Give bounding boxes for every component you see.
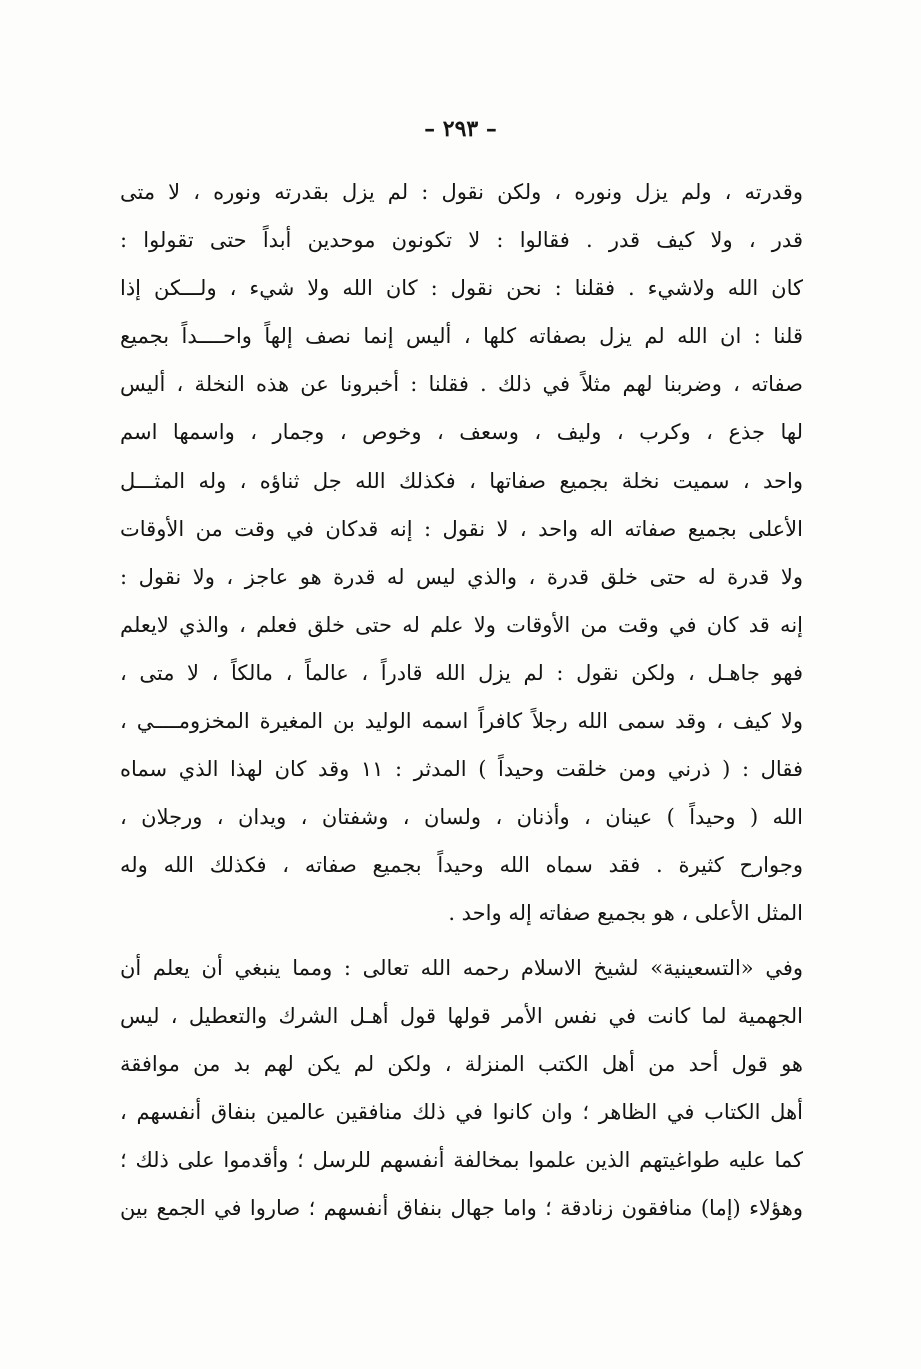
text-line: هو قول أحد من أهل الكتب المنزلة ، ولكن لم يكن لهم بد من موافقة [120, 1051, 803, 1076]
text-line: كما عليه طواغيتهم الذين علموا بمخالفة أنفسهم للرسل ؛ وأقدموا على ذلك ؛ [120, 1147, 803, 1172]
body-text [120, 168, 803, 1232]
text-line: وقدرته ، ولم يزل ونوره ، ولكن نقول : لم يزل بقدرته ونوره ، لا متى [120, 180, 803, 204]
text-line: ولا كيف ، وقد سمى الله رجلاً كافراً اسمه الوليد بن المغيرة المخزومــــي ، [120, 709, 803, 734]
text-line: كان الله ولاشيء . فقلنا : نحن نقول : كان الله ولا شيء ، ولـــكن إذا [120, 276, 803, 301]
text-line: واحد ، سميت نخلة بجميع صفاتها ، فكذلك الله جل ثناؤه ، وله المثـــل [120, 468, 803, 493]
paragraph-2 [120, 944, 803, 1233]
text-line: الجهمية لما كانت في نفس الأمر قولها قول أهـل الشرك والتعطيل ، ليس [120, 1003, 803, 1028]
text-line: وفي «التسعينية» لشيخ الاسلام رحمه الله تعالى : ومما ينبغي أن يعلم أن [120, 955, 803, 980]
text-line: صفاته ، وضربنا لهم مثلاً في ذلك . فقلنا : أخبرونا عن هذه النخلة ، أليس [120, 372, 803, 397]
text-line: قلنا : ان الله لم يزل بصفاته كلها ، أليس إنما نصف إلهاً واحــــداً بجميع [120, 324, 803, 349]
page-number: – ٢٩٣ – [424, 116, 497, 142]
text-line: الله ( وحيداً ) عينان ، وأذنان ، ولسان ، وشفتان ، ويدان ، ورجلان ، [120, 805, 803, 830]
text-line: وجوارح كثيرة . فقد سماه الله وحيداً بجميع صفاته ، فكذلك الله وله [120, 853, 803, 878]
text-line: الأعلى بجميع صفاته اله واحد ، لا نقول : إنه قدكان في وقت من الأوقات [120, 516, 803, 541]
text-line: إنه قد كان في وقت من الأوقات ولا علم له حتى خلق فعلم ، والذي لايعلم [120, 612, 803, 637]
text-line: فقال : ( ذرني ومن خلقت وحيداً ) المدثر : ١١ وقد كان لهذا الذي سماه [120, 757, 803, 782]
text-line: المثل الأعلى ، هو بجميع صفاته إله واحد . [448, 901, 803, 926]
text-line: أهل الكتاب في الظاهر ؛ وان كانوا في ذلك منافقين عالمين بنفاق أنفسهم ، [120, 1099, 803, 1124]
text-line: لها جذع ، وكرب ، وليف ، وسعف ، وخوص ، وجمار ، واسمها اسم [120, 420, 803, 445]
text-line: ولا قدرة له حتى خلق قدرة ، والذي ليس له قدرة هو عاجز ، ولا نقول : [120, 564, 803, 589]
paragraph-1 [120, 168, 803, 938]
text-line: قدر ، ولا كيف قدر . فقالوا : لا تكونون موحدين أبداً حتى تقولوا : [120, 228, 803, 253]
text-line: وهؤلاء (إما) منافقون زنادقة ؛ واما جهال بنفاق أنفسهم ؛ صاروا في الجمع بين [120, 1195, 803, 1220]
text-line: فهو جاهـل ، ولكن نقول : لم يزل الله قادراً ، عالماً ، مالكاً ، لا متى ، [120, 660, 803, 685]
